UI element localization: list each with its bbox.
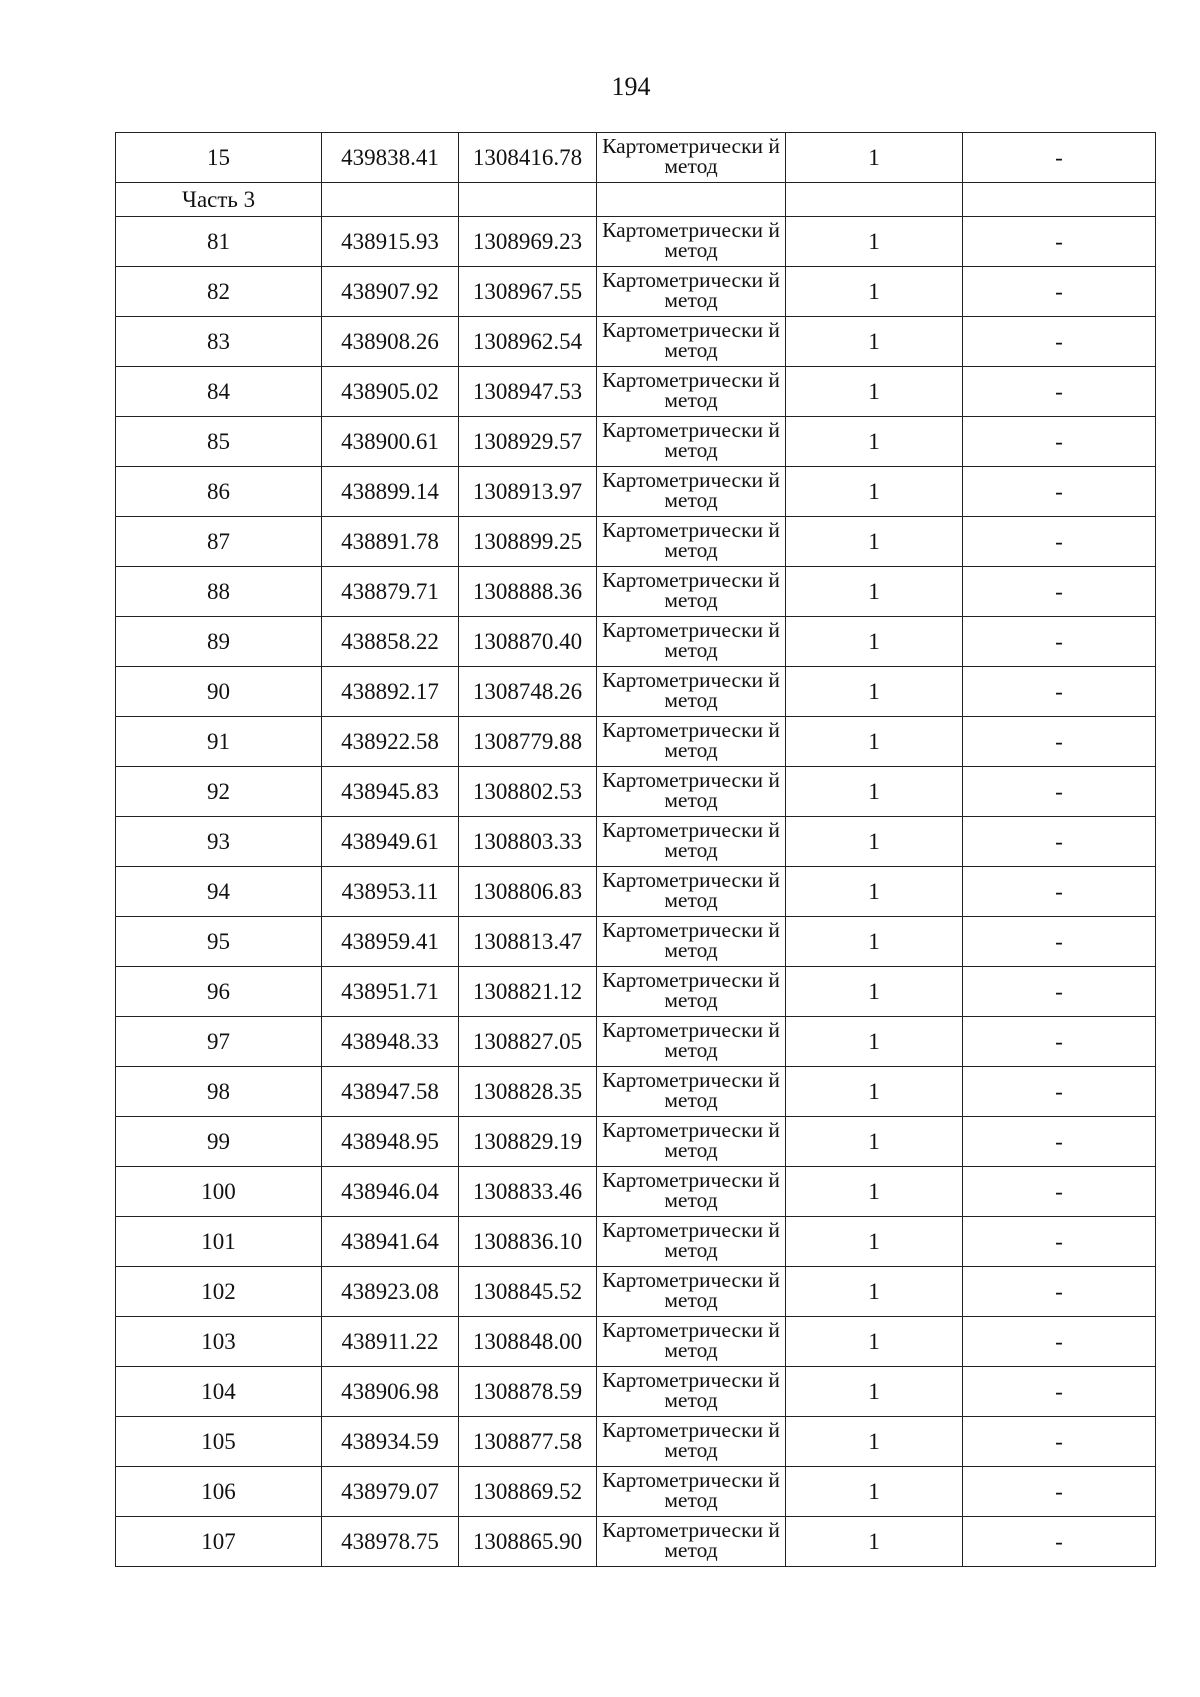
table-row (116, 1467, 1156, 1517)
part-label-cell (116, 183, 322, 217)
table-row (116, 467, 1156, 517)
precision-cell: 1 (786, 467, 963, 517)
method-cell: Картометрически й метод (597, 817, 786, 867)
method-cell: Картометрически й метод (597, 1017, 786, 1067)
precision-cell: 1 (786, 1217, 963, 1267)
table-row (116, 1167, 1156, 1217)
y-coordinate-cell: 1308806.83 (459, 867, 597, 917)
x-coordinate-cell: 438949.61 (322, 817, 459, 867)
method-cell: Картометрически й метод (597, 617, 786, 667)
x-coordinate-cell: 438946.04 (322, 1167, 459, 1217)
point-number-cell: 87 (116, 517, 322, 567)
x-coordinate-cell: 438900.61 (322, 417, 459, 467)
point-number-cell: 95 (116, 917, 322, 967)
x-coordinate-cell: 438941.64 (322, 1217, 459, 1267)
precision-cell: 1 (786, 267, 963, 317)
note-cell: - (963, 133, 1156, 183)
precision-cell: 1 (786, 917, 963, 967)
note-cell: - (963, 1017, 1156, 1067)
point-number-cell: 86 (116, 467, 322, 517)
note-cell: - (963, 717, 1156, 767)
y-coordinate-cell: 1308929.57 (459, 417, 597, 467)
method-cell: Картометрически й метод (597, 1067, 786, 1117)
table-row (116, 617, 1156, 667)
note-cell: - (963, 1267, 1156, 1317)
x-coordinate-cell: 438879.71 (322, 567, 459, 617)
method-cell: Картометрически й метод (597, 1317, 786, 1367)
point-number-cell: 105 (116, 1417, 322, 1467)
y-coordinate-cell: 1308803.33 (459, 817, 597, 867)
empty-cell (786, 183, 963, 217)
note-cell: - (963, 217, 1156, 267)
method-cell: Картометрически й метод (597, 367, 786, 417)
table-row (116, 417, 1156, 467)
point-number-cell: 107 (116, 1517, 322, 1567)
method-cell: Картометрически й метод (597, 1417, 786, 1467)
table-row (116, 967, 1156, 1017)
precision-cell: 1 (786, 217, 963, 267)
method-cell: Картометрически й метод (597, 467, 786, 517)
precision-cell: 1 (786, 567, 963, 617)
page-number: 194 (611, 72, 651, 101)
method-cell: Картометрически й метод (597, 567, 786, 617)
method-cell: Картометрически й метод (597, 967, 786, 1017)
y-coordinate-cell: 1308821.12 (459, 967, 597, 1017)
precision-cell: 1 (786, 1317, 963, 1367)
point-number-cell: 93 (116, 817, 322, 867)
y-coordinate-cell: 1308888.36 (459, 567, 597, 617)
empty-cell (322, 183, 459, 217)
table-row (116, 1067, 1156, 1117)
point-number-cell: 89 (116, 617, 322, 667)
method-cell: Картометрически й метод (597, 1167, 786, 1217)
precision-cell: 1 (786, 1517, 963, 1567)
x-coordinate-cell: 438905.02 (322, 367, 459, 417)
table-row (116, 133, 1156, 183)
y-coordinate-cell: 1308877.58 (459, 1417, 597, 1467)
y-coordinate-cell: 1308848.00 (459, 1317, 597, 1367)
note-cell: - (963, 1217, 1156, 1267)
x-coordinate-cell: 439838.41 (322, 133, 459, 183)
point-number-cell: 83 (116, 317, 322, 367)
method-cell: Картометрически й метод (597, 767, 786, 817)
note-cell: - (963, 317, 1156, 367)
table-row (116, 317, 1156, 367)
method-cell: Картометрически й метод (597, 1267, 786, 1317)
note-cell: - (963, 617, 1156, 667)
method-cell: Картометрически й метод (597, 267, 786, 317)
note-cell: - (963, 817, 1156, 867)
note-cell: - (963, 517, 1156, 567)
note-cell: - (963, 967, 1156, 1017)
y-coordinate-cell: 1308813.47 (459, 917, 597, 967)
y-coordinate-cell: 1308829.19 (459, 1117, 597, 1167)
table-row (116, 367, 1156, 417)
y-coordinate-cell: 1308969.23 (459, 217, 597, 267)
y-coordinate-cell: 1308947.53 (459, 367, 597, 417)
y-coordinate-cell: 1308870.40 (459, 617, 597, 667)
method-cell: Картометрически й метод (597, 517, 786, 567)
point-number-cell: 101 (116, 1217, 322, 1267)
y-coordinate-cell: 1308416.78 (459, 133, 597, 183)
precision-cell: 1 (786, 417, 963, 467)
precision-cell: 1 (786, 717, 963, 767)
point-number-cell: 91 (116, 717, 322, 767)
method-cell: Картометрически й метод (597, 1117, 786, 1167)
table-row (116, 1517, 1156, 1567)
table-row (116, 567, 1156, 617)
note-cell: - (963, 1467, 1156, 1517)
note-cell: - (963, 1517, 1156, 1567)
table-row (116, 717, 1156, 767)
y-coordinate-cell: 1308836.10 (459, 1217, 597, 1267)
precision-cell: 1 (786, 1117, 963, 1167)
note-cell: - (963, 917, 1156, 967)
y-coordinate-cell: 1308913.97 (459, 467, 597, 517)
table-row (116, 1117, 1156, 1167)
point-number-cell: 84 (116, 367, 322, 417)
y-coordinate-cell: 1308869.52 (459, 1467, 597, 1517)
empty-cell (963, 183, 1156, 217)
y-coordinate-cell: 1308802.53 (459, 767, 597, 817)
precision-cell: 1 (786, 867, 963, 917)
note-cell: - (963, 417, 1156, 467)
point-number-cell: 85 (116, 417, 322, 467)
y-coordinate-cell: 1308899.25 (459, 517, 597, 567)
table-row (116, 1267, 1156, 1317)
point-number-cell: 104 (116, 1367, 322, 1417)
note-cell: - (963, 1117, 1156, 1167)
x-coordinate-cell: 438948.95 (322, 1117, 459, 1167)
y-coordinate-cell: 1308833.46 (459, 1167, 597, 1217)
method-cell: Картометрически й метод (597, 133, 786, 183)
x-coordinate-cell: 438947.58 (322, 1067, 459, 1117)
precision-cell: 1 (786, 667, 963, 717)
method-cell: Картометрически й метод (597, 1217, 786, 1267)
precision-cell: 1 (786, 1167, 963, 1217)
method-cell: Картометрически й метод (597, 1517, 786, 1567)
table-row (116, 1367, 1156, 1417)
y-coordinate-cell: 1308967.55 (459, 267, 597, 317)
empty-cell (597, 183, 786, 217)
x-coordinate-cell: 438945.83 (322, 767, 459, 817)
table-row (116, 1017, 1156, 1067)
table-row (116, 267, 1156, 317)
method-cell: Картометрически й метод (597, 317, 786, 367)
table-row (116, 817, 1156, 867)
note-cell: - (963, 1417, 1156, 1467)
y-coordinate-cell: 1308878.59 (459, 1367, 597, 1417)
x-coordinate-cell: 438858.22 (322, 617, 459, 667)
note-cell: - (963, 1367, 1156, 1417)
x-coordinate-cell: 438906.98 (322, 1367, 459, 1417)
note-cell: - (963, 1167, 1156, 1217)
x-coordinate-cell: 438923.08 (322, 1267, 459, 1317)
method-cell: Картометрически й метод (597, 867, 786, 917)
precision-cell: 1 (786, 1017, 963, 1067)
x-coordinate-cell: 438948.33 (322, 1017, 459, 1067)
point-number-cell: 98 (116, 1067, 322, 1117)
table-row (116, 1217, 1156, 1267)
method-cell: Картометрически й метод (597, 717, 786, 767)
table-row (116, 917, 1156, 967)
precision-cell: 1 (786, 1417, 963, 1467)
table-row (116, 517, 1156, 567)
coordinates-table (115, 132, 1156, 1567)
point-number-cell: 103 (116, 1317, 322, 1367)
note-cell: - (963, 767, 1156, 817)
x-coordinate-cell: 438911.22 (322, 1317, 459, 1367)
note-cell: - (963, 867, 1156, 917)
point-number-cell: 97 (116, 1017, 322, 1067)
note-cell: - (963, 1317, 1156, 1367)
method-cell: Картометрически й метод (597, 917, 786, 967)
precision-cell: 1 (786, 1067, 963, 1117)
x-coordinate-cell: 438934.59 (322, 1417, 459, 1467)
precision-cell: 1 (786, 133, 963, 183)
x-coordinate-cell: 438951.71 (322, 967, 459, 1017)
y-coordinate-cell: 1308748.26 (459, 667, 597, 717)
y-coordinate-cell: 1308962.54 (459, 317, 597, 367)
y-coordinate-cell: 1308828.35 (459, 1067, 597, 1117)
x-coordinate-cell: 438915.93 (322, 217, 459, 267)
method-cell: Картометрически й метод (597, 217, 786, 267)
method-cell: Картометрически й метод (597, 667, 786, 717)
method-cell: Картометрически й метод (597, 1367, 786, 1417)
table-row (116, 667, 1156, 717)
x-coordinate-cell: 438953.11 (322, 867, 459, 917)
table-row (116, 1317, 1156, 1367)
empty-cell (459, 183, 597, 217)
method-cell: Картометрически й метод (597, 1467, 786, 1517)
precision-cell: 1 (786, 317, 963, 367)
point-number-cell: 90 (116, 667, 322, 717)
precision-cell: 1 (786, 1467, 963, 1517)
point-number-cell: 88 (116, 567, 322, 617)
note-cell: - (963, 667, 1156, 717)
precision-cell: 1 (786, 817, 963, 867)
y-coordinate-cell: 1308779.88 (459, 717, 597, 767)
precision-cell: 1 (786, 1267, 963, 1317)
point-number-cell: 99 (116, 1117, 322, 1167)
part-label: Часть 3 (182, 186, 256, 212)
point-number-cell: 92 (116, 767, 322, 817)
y-coordinate-cell: 1308827.05 (459, 1017, 597, 1067)
x-coordinate-cell: 438899.14 (322, 467, 459, 517)
x-coordinate-cell: 438892.17 (322, 667, 459, 717)
precision-cell: 1 (786, 367, 963, 417)
point-number-cell: 81 (116, 217, 322, 267)
x-coordinate-cell: 438908.26 (322, 317, 459, 367)
precision-cell: 1 (786, 967, 963, 1017)
x-coordinate-cell: 438959.41 (322, 917, 459, 967)
x-coordinate-cell: 438978.75 (322, 1517, 459, 1567)
part-header-row (116, 183, 1156, 217)
method-cell: Картометрически й метод (597, 417, 786, 467)
note-cell: - (963, 567, 1156, 617)
table-row (116, 1417, 1156, 1467)
point-number-cell: 106 (116, 1467, 322, 1517)
point-number-cell: 96 (116, 967, 322, 1017)
note-cell: - (963, 267, 1156, 317)
coordinates-table-body (116, 133, 1156, 1567)
point-number-cell: 94 (116, 867, 322, 917)
point-number-cell: 100 (116, 1167, 322, 1217)
precision-cell: 1 (786, 767, 963, 817)
x-coordinate-cell: 438922.58 (322, 717, 459, 767)
x-coordinate-cell: 438891.78 (322, 517, 459, 567)
y-coordinate-cell: 1308845.52 (459, 1267, 597, 1317)
note-cell: - (963, 467, 1156, 517)
point-number-cell: 82 (116, 267, 322, 317)
table-row (116, 767, 1156, 817)
point-number-cell: 102 (116, 1267, 322, 1317)
note-cell: - (963, 1067, 1156, 1117)
point-number-cell: 15 (116, 133, 322, 183)
precision-cell: 1 (786, 517, 963, 567)
note-cell: - (963, 367, 1156, 417)
precision-cell: 1 (786, 1367, 963, 1417)
precision-cell: 1 (786, 617, 963, 667)
y-coordinate-cell: 1308865.90 (459, 1517, 597, 1567)
table-row (116, 217, 1156, 267)
x-coordinate-cell: 438979.07 (322, 1467, 459, 1517)
x-coordinate-cell: 438907.92 (322, 267, 459, 317)
table-row (116, 867, 1156, 917)
